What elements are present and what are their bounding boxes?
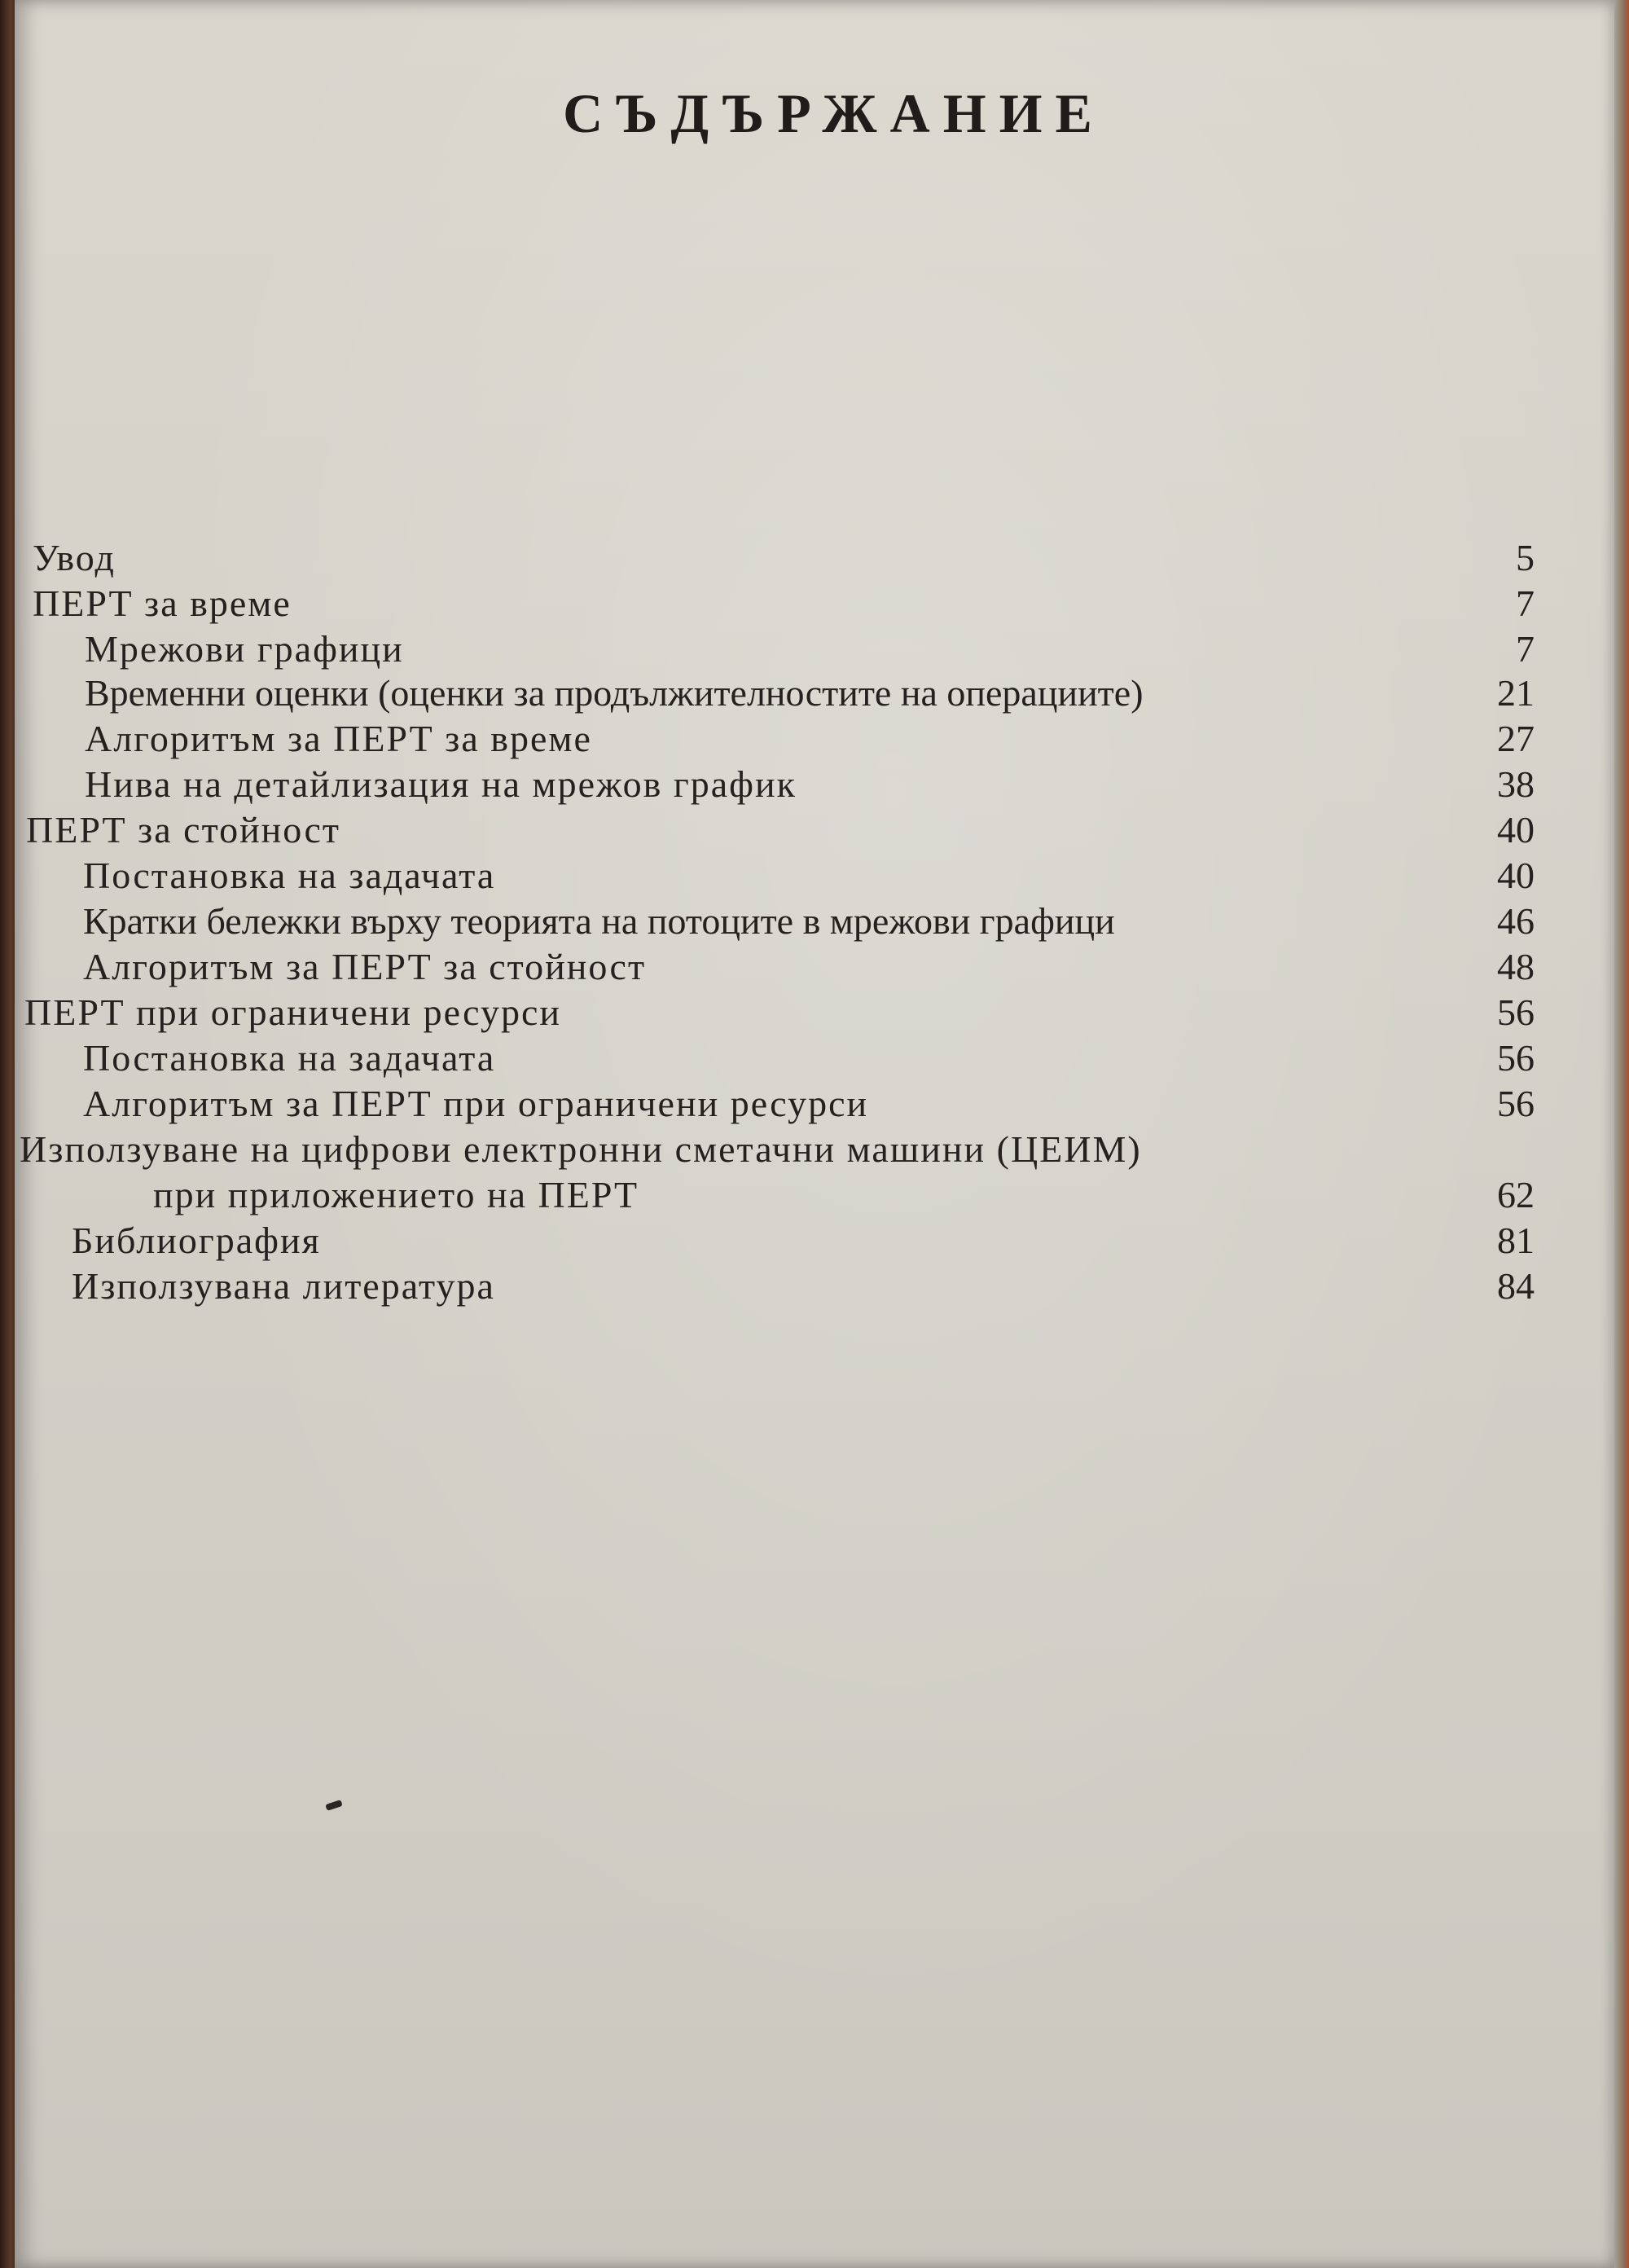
toc-entry xyxy=(26,803,1535,849)
toc-entry-page: 84 xyxy=(1497,1265,1535,1307)
toc-entry xyxy=(83,894,1535,940)
page-edge xyxy=(1614,0,1629,2268)
toc-entry-title: при приложението на ПЕРТ xyxy=(153,1174,639,1215)
toc-entry-page: 27 xyxy=(1497,718,1535,759)
toc-leader-dots xyxy=(507,1040,1466,1077)
page-title: СЪДЪРЖАНИЕ xyxy=(563,82,1105,144)
toc-entry xyxy=(33,577,1535,622)
toc-leader-dots xyxy=(808,766,1466,803)
toc-entry-page: 46 xyxy=(1497,900,1535,942)
toc-entry-title: Мрежови графици xyxy=(85,628,404,670)
toc-entry-page: 56 xyxy=(1497,1037,1535,1079)
toc-entry xyxy=(83,940,1535,986)
toc-entry-page: 81 xyxy=(1497,1220,1535,1261)
toc-entry xyxy=(85,712,1535,758)
toc-entry-title: Увод xyxy=(33,537,116,578)
toc-leader-dots xyxy=(352,811,1466,849)
toc-leader-dots xyxy=(507,1268,1466,1305)
toc-entry xyxy=(85,622,1535,668)
toc-leader-dots xyxy=(127,539,1466,577)
toc-entry xyxy=(20,1123,1535,1168)
toc-leader-dots xyxy=(1155,675,1466,712)
toc-leader-dots xyxy=(332,1222,1466,1259)
toc-entry-title: Нива на детайлизация на мрежов график xyxy=(85,763,797,805)
toc-entry xyxy=(72,1259,1535,1305)
toc-entry-page: 21 xyxy=(1497,672,1535,714)
toc-entry-title: ПЕРТ при ограничени ресурси xyxy=(24,991,562,1033)
toc-entry-title: Алгоритъм за ПЕРТ за стойност xyxy=(83,946,647,987)
toc-entry-page: 40 xyxy=(1497,855,1535,896)
toc-entry-title: Постановка на задачата xyxy=(83,1037,496,1079)
toc-leader-dots xyxy=(303,585,1466,622)
toc-entry-title: Алгоритъм за ПЕРТ при ограничени ресурси xyxy=(83,1083,869,1124)
toc-leader-dots xyxy=(1126,903,1466,940)
toc-entry xyxy=(24,986,1535,1031)
toc-entry-page: 38 xyxy=(1497,763,1535,805)
toc-entry xyxy=(153,1168,1535,1214)
toc-entry xyxy=(85,758,1535,803)
toc-leader-dots xyxy=(880,1085,1466,1123)
toc-entry-title: Използуване на цифрови електронни сметачни машини (ЦЕИМ) xyxy=(20,1128,1142,1170)
toc-entry-page: 40 xyxy=(1497,809,1535,850)
toc-entry-title: Използувана литература xyxy=(72,1265,495,1307)
toc-entry-page: 5 xyxy=(1516,537,1535,578)
toc-entry-page: 56 xyxy=(1497,991,1535,1033)
toc-leader-dots xyxy=(573,994,1466,1031)
toc-leader-dots xyxy=(650,1176,1466,1214)
toc-entry-page: 62 xyxy=(1497,1174,1535,1215)
toc-entry-title: Постановка на задачата xyxy=(83,855,496,896)
toc-entry xyxy=(72,1214,1535,1259)
toc-entry-title: Временни оценки (оценки за продължителностите на операциите) xyxy=(85,672,1144,714)
toc-entry-page: 56 xyxy=(1497,1083,1535,1124)
toc-entry-page: 7 xyxy=(1516,582,1535,624)
toc-entry-title: ПЕРТ за стойност xyxy=(26,809,340,850)
ink-speck xyxy=(325,1800,342,1811)
toc-entry-title: Кратки бележки върху теорията на потоците в мрежови графици xyxy=(83,900,1115,942)
toc-leader-dots xyxy=(507,857,1466,894)
toc-entry-page: 7 xyxy=(1516,628,1535,670)
toc-entry xyxy=(83,1031,1535,1077)
toc-entry xyxy=(83,1077,1535,1123)
toc-entry xyxy=(83,849,1535,894)
toc-leader-dots xyxy=(657,948,1466,986)
toc-leader-dots xyxy=(604,720,1466,758)
book-page xyxy=(15,0,1614,2268)
toc-entry-title: ПЕРТ за време xyxy=(33,582,292,624)
toc-entry-page: 48 xyxy=(1497,946,1535,987)
toc-leader-dots xyxy=(415,631,1466,668)
toc-entry xyxy=(85,666,1535,712)
toc-leader-dots xyxy=(1153,1131,1466,1168)
toc-entry-title: Алгоритъм за ПЕРТ за време xyxy=(85,718,592,759)
toc-entry xyxy=(33,531,1535,577)
toc-entry-title: Библиография xyxy=(72,1220,321,1261)
